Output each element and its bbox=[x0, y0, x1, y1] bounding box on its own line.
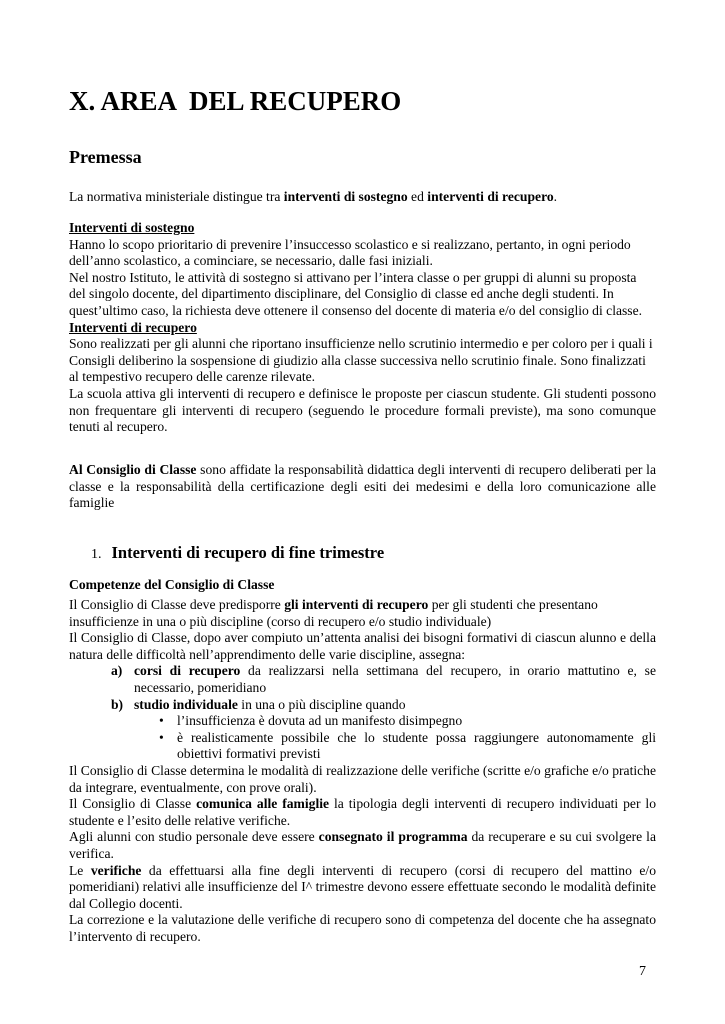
section-1-paragraph-5: Agli alunni con studio personale deve essere consegnato il programma da recuperare e su cui svolgere la verifica. bbox=[69, 829, 656, 861]
section-1-paragraph-2: Il Consiglio di Classe, dopo aver compiuto un’attenta analisi dei bisogni formativi di ciascun alunno e della natura delle difficoltà nell’apprendimento delle varie discipline, assegna: bbox=[69, 630, 656, 662]
page-title: X. AREA DEL RECUPERO bbox=[69, 86, 402, 116]
bullet-icon: • bbox=[159, 729, 164, 745]
bullet-icon: • bbox=[159, 713, 164, 729]
consiglio-paragraph: Al Consiglio di Classe sono affidate la responsabilità didattica degli interventi di recupero deliberati per la classe e la responsabilità della certificazione degli esiti dei medesimi e della loro comunicazione alle famiglie bbox=[69, 462, 656, 511]
section-1-paragraph-1: Il Consiglio di Classe deve predisporre gli interventi di recupero per gli studenti che presentano insufficienze in una o più discipline (corso di recupero e/o studio individuale) bbox=[69, 597, 598, 629]
section-1-heading: 1. Interventi di recupero di fine trimestre bbox=[91, 543, 385, 562]
recupero-paragraph-2: La scuola attiva gli interventi di recupero e definisce le proposte per ciascun studente. Gli studenti possono non frequentare gli interventi di recupero (seguendo le procedure formali previste), ma sono comunque tenuti al recupero. bbox=[69, 385, 656, 435]
premessa-heading: Premessa bbox=[69, 147, 142, 167]
sostegno-paragraph-1: Hanno lo scopo prioritario di prevenire l’insuccesso scolastico e si realizzano, pertanto, in ogni periodo dell’anno scolastico, a cominciare, se necessario, dalle fasi iniziali. bbox=[69, 236, 631, 269]
sostegno-paragraph-2: Nel nostro Istituto, le attività di sostegno si attivano per l’intera classe o per gruppi di alunni su proposta del singolo docente, del dipartimento disciplinare, del Consiglio di classe ed anche degli studenti. In quest’ultimo caso, la richiesta deve ottenere il consenso del docente di materia e/o del consiglio di classe. bbox=[69, 269, 643, 318]
recupero-heading: Interventi di recupero bbox=[69, 319, 197, 335]
page-number: 7 bbox=[639, 964, 646, 979]
section-1-paragraph-4: Il Consiglio di Classe comunica alle famiglie la tipologia degli interventi di recupero individuati per lo studente e l’esito delle relative verifiche. bbox=[69, 796, 656, 828]
competenze-heading: Competenze del Consiglio di Classe bbox=[69, 577, 275, 592]
section-1-paragraph-3: Il Consiglio di Classe determina le modalità di realizzazione delle verifiche (scritte e/o grafiche e/o pratiche da integrare, eventualmente, con prove orali). bbox=[69, 762, 656, 795]
bullet-item-2: • è realisticamente possibile che lo studente possa raggiungere autonomamente gli obiettivi formativi previsti bbox=[159, 729, 656, 762]
section-1-body bbox=[69, 597, 656, 945]
bullet-item-1: • l’insufficienza è dovuta ad un manifesto disimpegno bbox=[159, 713, 463, 729]
list-item-b: b) studio individuale in una o più discipline quando bbox=[111, 696, 406, 712]
sostegno-heading: Interventi di sostegno bbox=[69, 220, 195, 235]
sostegno-block bbox=[69, 220, 656, 436]
section-1-paragraph-7: La correzione e la valutazione delle verifiche di recupero sono di competenza del docente che ha assegnato l’intervento di recupero. bbox=[69, 912, 656, 944]
section-1-paragraph-6: Le verifiche da effettuarsi alla fine degli interventi di recupero (corsi di recupero del mattino e/o pomeridiani) relativi alle insufficienze del I^ trimestre devono essere effettuate secondo le modalità definite dal Collegio docenti. bbox=[69, 862, 656, 911]
list-item-a: a) corsi di recupero da realizzarsi nella settimana del recupero, in orario mattutino e, se necessario, pomeridiano bbox=[111, 663, 656, 695]
intro-paragraph: La normativa ministeriale distingue tra interventi di sostegno ed interventi di recupero. bbox=[69, 189, 558, 204]
recupero-paragraph-1: Sono realizzati per gli alunni che riportano insufficienze nello scrutinio intermedio e per coloro per i quali i Consigli deliberino la sospensione di giudizio alla classe successiva nello scrutinio finale. Sono finalizzati al tempestivo recupero delle carenze rilevate. bbox=[69, 336, 653, 385]
